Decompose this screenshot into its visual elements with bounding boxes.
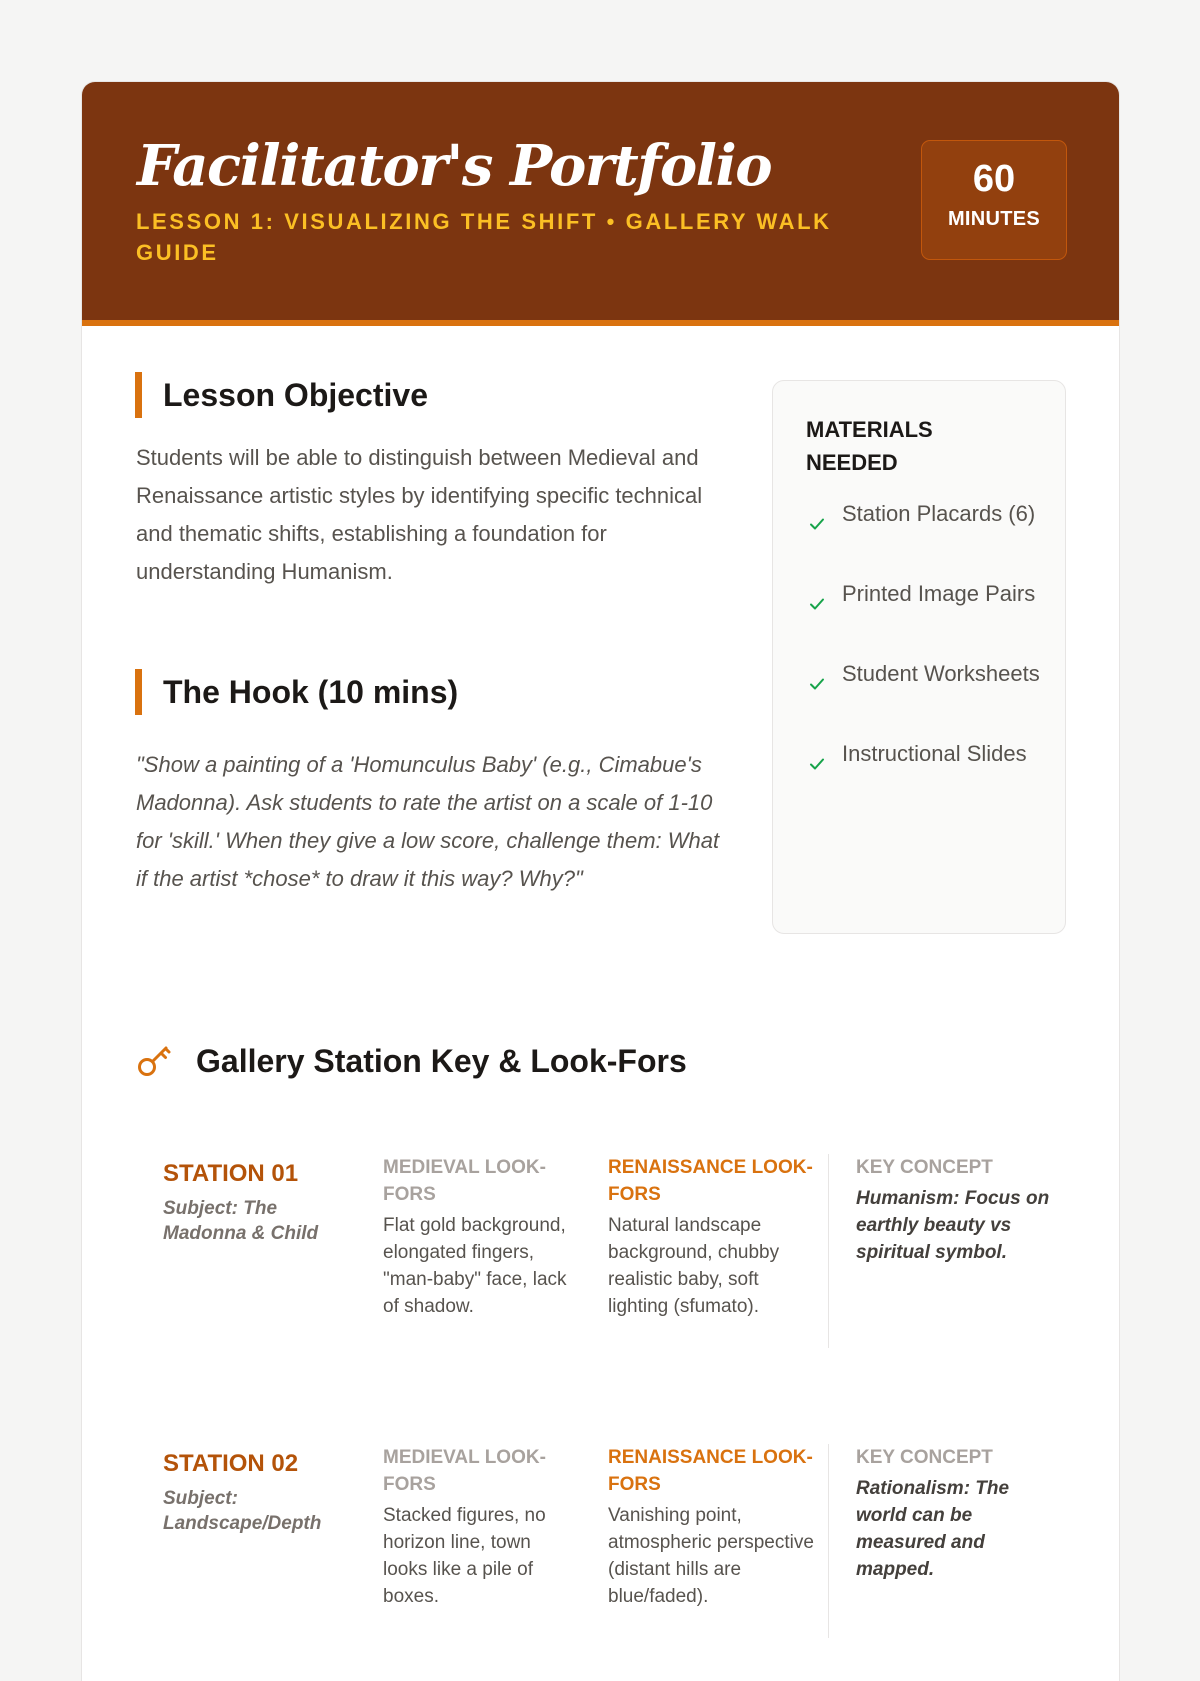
concept-label: KEY CONCEPT: [856, 1447, 993, 1468]
materials-list: [806, 497, 1046, 817]
check-icon: [809, 516, 825, 532]
medieval-label: MEDIEVAL LOOK-FORS: [383, 1157, 546, 1205]
medieval-label: MEDIEVAL LOOK-FORS: [383, 1447, 546, 1495]
duration-value: 60: [972, 158, 1016, 200]
materials-item: [806, 737, 1046, 817]
station-subject: Subject: Landscape/Depth: [163, 1488, 322, 1534]
station-row: [163, 1444, 1043, 1644]
objective-heading: Lesson Objective: [135, 372, 428, 418]
renaissance-label: RENAISSANCE LOOK-FORS: [608, 1157, 813, 1205]
hook-text: "Show a painting of a 'Homunculus Baby' (e.g., Cimabue's Madonna). Ask students to rate the artist on a scale of 1-10 for 'skill.' When they give a low score, challenge them: What if the artist *chose* to draw it this way? Why?": [136, 752, 720, 891]
medieval-column: [383, 1444, 579, 1610]
medieval-text: Flat gold background, elongated fingers, "man-baby" face, lack of shadow.: [383, 1215, 567, 1317]
concept-column: [828, 1154, 1056, 1348]
materials-item-label: Station Placards (6): [842, 501, 1036, 526]
concept-column: [828, 1444, 1056, 1638]
station-label: STATION 02: [163, 1450, 299, 1477]
check-icon: [809, 596, 825, 612]
gallery-heading: Gallery Station Key & Look-Fors: [196, 1043, 687, 1079]
portfolio-header: [82, 82, 1120, 326]
key-icon: [136, 1042, 174, 1080]
materials-title: MATERIALS NEEDED: [806, 417, 933, 475]
check-icon: [809, 676, 825, 692]
concept-text: Rationalism: The world can be measured and mapped.: [856, 1478, 1010, 1580]
duration-unit: MINUTES: [947, 208, 1041, 230]
materials-item: [806, 577, 1046, 657]
renaissance-column: [608, 1444, 818, 1610]
hook-heading: The Hook (10 mins): [135, 669, 458, 715]
concept-label: KEY CONCEPT: [856, 1157, 993, 1178]
renaissance-text: Vanishing point, atmospheric perspective (distant hills are blue/faded).: [608, 1505, 814, 1607]
lesson-subtitle: LESSON 1: VISUALIZING THE SHIFT • GALLERY WALK GUIDE: [136, 209, 832, 265]
materials-item: [806, 497, 1046, 577]
station-subject: Subject: The Madonna & Child: [163, 1198, 319, 1244]
materials-item-label: Student Worksheets: [842, 661, 1040, 686]
renaissance-text: Natural landscape background, chubby realistic baby, soft lighting (sfumato).: [608, 1215, 780, 1317]
medieval-text: Stacked figures, no horizon line, town looks like a pile of boxes.: [383, 1505, 546, 1607]
station-label: STATION 01: [163, 1160, 299, 1187]
portfolio-card: [81, 81, 1120, 1681]
check-icon: [809, 756, 825, 772]
materials-item: [806, 657, 1046, 737]
duration-badge: [921, 140, 1067, 260]
objective-text: Students will be able to distinguish between Medieval and Renaissance artistic styles by identifying specific technical and thematic shifts, establishing a foundation for understanding Humanism.: [136, 445, 703, 584]
materials-item-label: Printed Image Pairs: [842, 581, 1036, 606]
concept-text: Humanism: Focus on earthly beauty vs spiritual symbol.: [856, 1188, 1050, 1263]
station-row: [163, 1154, 1050, 1354]
medieval-column: [383, 1154, 579, 1320]
renaissance-column: [608, 1154, 818, 1320]
renaissance-label: RENAISSANCE LOOK-FORS: [608, 1447, 813, 1495]
page-title: Facilitator's Portfolio: [137, 133, 772, 199]
materials-item-label: Instructional Slides: [842, 741, 1027, 766]
materials-panel: [772, 380, 1066, 934]
